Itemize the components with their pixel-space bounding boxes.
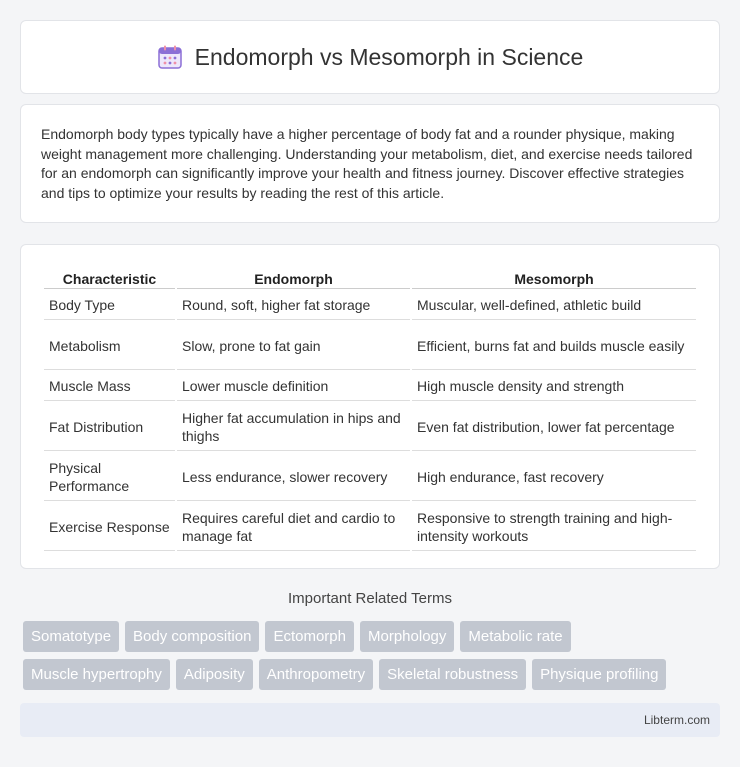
intro-card bbox=[20, 104, 720, 223]
page-title: Endomorph vs Mesomorph in Science bbox=[194, 43, 584, 70]
table-row bbox=[44, 403, 696, 451]
footer bbox=[20, 703, 720, 737]
comparison-table bbox=[42, 265, 698, 553]
header-endomorph: Endomorph bbox=[177, 267, 410, 289]
table-cell: High muscle density and strength bbox=[412, 372, 696, 401]
table-header-row bbox=[44, 267, 696, 289]
table-cell: High endurance, fast recovery bbox=[412, 453, 696, 501]
related-term-tag[interactable]: Somatotype bbox=[23, 621, 119, 652]
table-cell: Round, soft, higher fat storage bbox=[177, 291, 410, 320]
table-row bbox=[44, 322, 696, 370]
header-mesomorph: Mesomorph bbox=[412, 267, 696, 289]
related-term-tag[interactable]: Morphology bbox=[360, 621, 454, 652]
table-cell: Less endurance, slower recovery bbox=[177, 453, 410, 501]
related-terms-heading: Important Related Terms bbox=[288, 590, 452, 607]
related-term-tag[interactable]: Muscle hypertrophy bbox=[23, 659, 170, 690]
table-cell: Exercise Response bbox=[44, 503, 175, 551]
intro-text: Endomorph body types typically have a higher percentage of body fat and a rounder physique, making weight management more challenging. Understanding your metabolism, diet, and exercise needs tailored for an endomorph can significantly improve your health and fitness journey. Discover effective strategies and tips to optimize your results by reading the rest of this article. bbox=[41, 126, 693, 201]
related-term-tag[interactable]: Ectomorph bbox=[265, 621, 354, 652]
related-term-tag[interactable]: Metabolic rate bbox=[460, 621, 570, 652]
related-term-tag[interactable]: Anthropometry bbox=[259, 659, 373, 690]
table-row bbox=[44, 372, 696, 401]
table-cell: Responsive to strength training and high-intensity workouts bbox=[412, 503, 696, 551]
related-term-tag[interactable]: Skeletal robustness bbox=[379, 659, 526, 690]
table-cell: Physical Performance bbox=[44, 453, 175, 501]
related-terms-list bbox=[23, 621, 723, 690]
table-cell: Higher fat accumulation in hips and thighs bbox=[177, 403, 410, 451]
table-card bbox=[20, 244, 720, 569]
table-row bbox=[44, 503, 696, 551]
table-cell: Slow, prone to fat gain bbox=[177, 322, 410, 370]
table-cell: Body Type bbox=[44, 291, 175, 320]
table-cell: Requires careful diet and cardio to manage fat bbox=[177, 503, 410, 551]
table-row bbox=[44, 291, 696, 320]
table-cell: Muscle Mass bbox=[44, 372, 175, 401]
calendar-icon bbox=[157, 44, 183, 70]
related-term-tag[interactable]: Adiposity bbox=[176, 659, 253, 690]
title-card bbox=[20, 20, 720, 94]
table-cell: Even fat distribution, lower fat percentage bbox=[412, 403, 696, 451]
table-cell: Fat Distribution bbox=[44, 403, 175, 451]
related-term-tag[interactable]: Physique profiling bbox=[532, 659, 666, 690]
related-term-tag[interactable]: Body composition bbox=[125, 621, 259, 652]
table-cell: Muscular, well-defined, athletic build bbox=[412, 291, 696, 320]
table-row bbox=[44, 453, 696, 501]
table-cell: Metabolism bbox=[44, 322, 175, 370]
table-cell: Lower muscle definition bbox=[177, 372, 410, 401]
header-characteristic: Characteristic bbox=[44, 267, 175, 289]
table-cell: Efficient, burns fat and builds muscle easily bbox=[412, 322, 696, 370]
footer-brand-link[interactable]: Libterm.com bbox=[643, 713, 710, 727]
